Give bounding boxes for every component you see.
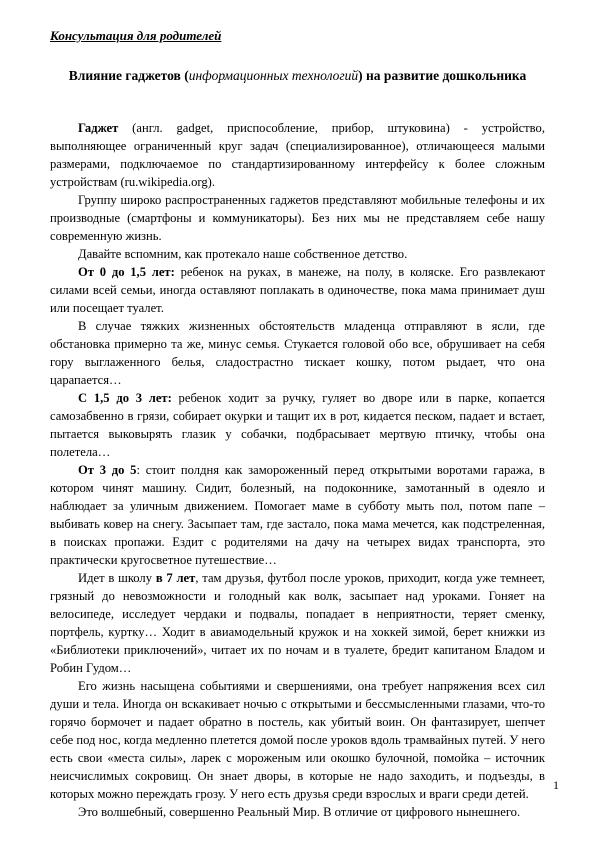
age-label: в 7 лет	[155, 571, 196, 585]
paragraph-text: (англ. gadget, приспособление, прибор, штуковина) - устройство, выполняющее ограниченный круг задач (специализированное), отличающееся малыми размерами, подключаемое по стандартизированному интерфейсу к более сложным устройствам (ru.wikipedia.org).	[50, 121, 545, 189]
paragraph-text: В случае тяжких жизненных обстоятельств младенца отправляют в ясли, где обстановка примерно та же, минус семья. Стукается головой обо все, обрушивает на себя гору выглаженного белья, сладострастно тискает кошку, потом рыдает, что она царапается…	[50, 319, 545, 387]
paragraph-10	[50, 803, 545, 821]
paragraph-4	[50, 263, 545, 317]
article-body	[50, 119, 545, 821]
paragraph-text: ребенок ходит за ручку, гуляет во дворе или в парке, копается самозабвенно в грязи, собирает окурки и тащит их в рот, кидается песком, падает и встает, пытается выковырять глазик у собачки, подбрасывает мертвую птичку, чтобы она полетела…	[50, 391, 545, 459]
term-gadget: Гаджет	[78, 121, 119, 135]
paragraph-1	[50, 119, 545, 191]
paragraph-text: Его жизнь насыщена событиями и свершениями, она требует напряжения всех сил души и тела. Иногда он вскакивает ночью с открытыми и бессмысленными глазами, что-то горячо бормочет и падает обратно в постель, как убитый воин. Он фантазирует, шепчет себе под нос, когда медленно плетется домой после уроков вдоль трамвайных путей. У него есть свои «места силы», ларек с мороженым или окошко булочной, помойка – источник неисчислимых сокровищ. Он знает дворы, в которые не надо заходить, и подъезды, в которых можно переждать грозу. У него есть друзья среди взрослых и враги среди детей.	[50, 679, 545, 801]
paragraph-text: Группу широко распространенных гаджетов представляют мобильные телефоны и их производные (смартфоны и коммуникаторы). Без них мы не представляем себе нашу современную жизнь.	[50, 193, 545, 243]
paragraph-5	[50, 317, 545, 389]
title-part-2: ) на развитие дошкольника	[358, 68, 527, 83]
paragraph-text: Это волшебный, совершенно Реальный Мир. В отличие от цифрового нынешнего.	[78, 805, 521, 819]
paragraph-text: ребенок на руках, в манеже, на полу, в коляске. Его развлекают силами всей семьи, иногда оставляют поплакать в одиночестве, пока мама принимает душ или посещает туалет.	[50, 265, 545, 315]
consultation-header: Консультация для родителей	[50, 28, 222, 43]
paragraph-6	[50, 389, 545, 461]
title-italic: информационных технологий	[188, 68, 359, 83]
page-number: 1	[553, 778, 559, 792]
paragraph-text: , там друзья, футбол после уроков, приходит, когда уже темнеет, грязный до невозможности и голодный как волк, засыпает над уроками. Гоняет на велосипеде, исследует чердаки и подвалы, попадает в неприятности, теряет сменку, портфель, куртку… Ходит в авиамодельный кружок и на хоккей зимой, берет книжки из «Библиотеки приключений», читает их по ночам и в туалете, бредит капитаном Бладом и Робин Гудом…	[50, 571, 545, 675]
paragraph-2	[50, 191, 545, 245]
age-label: От 0 до 1,5 лет:	[78, 265, 175, 279]
paragraph-7	[50, 461, 545, 569]
paragraph-text: : стоит полдня как замороженный перед открытыми воротами гаража, в котором чинят машину. Сидит, болезный, на подоконнике, замотанный в одеяло и наблюдает за уличным движением. Помогает маме в субботу мыть пол, потом папе – выбивать ковер на снегу. Засыпает там, где застало, пока мама мечется, как подстреленная, в поисках пропажи. Ездит с родителями на дачу на четырех видах транспорта, это практически кругосветное путешествие…	[50, 463, 545, 567]
age-label: От 3 до 5	[78, 463, 137, 477]
paragraph-8	[50, 569, 545, 677]
paragraph-9	[50, 677, 545, 803]
paragraph-text: Идет в школу	[78, 571, 156, 585]
page-title	[60, 66, 535, 85]
title-part-1: Влияние гаджетов (	[68, 68, 189, 83]
paragraph-3	[50, 245, 545, 263]
paragraph-text: Давайте вспомним, как протекало наше собственное детство.	[78, 247, 408, 261]
age-label: С 1,5 до 3 лет:	[78, 391, 172, 405]
